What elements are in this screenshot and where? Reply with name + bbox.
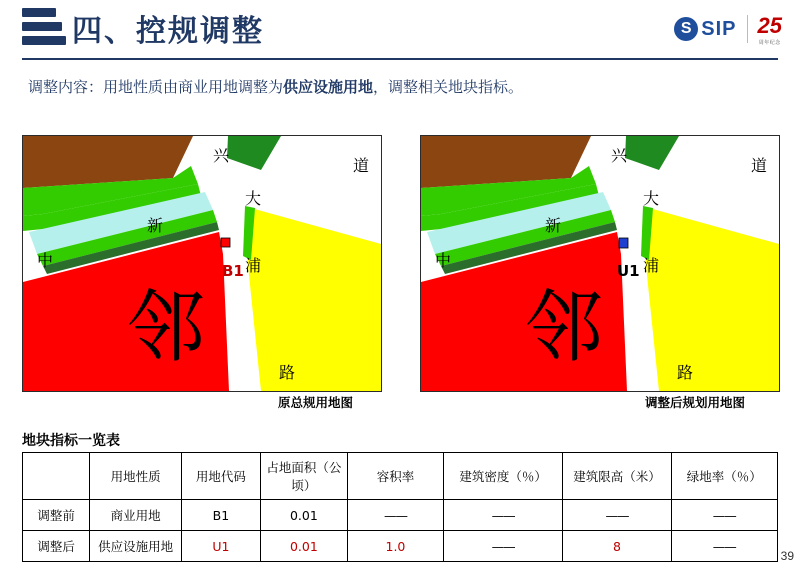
cell-density-before: —— xyxy=(443,500,562,531)
cell-nature-before: 商业用地 xyxy=(90,500,182,531)
table-header-green: 绿地率（％） xyxy=(671,453,777,500)
parcel-index-table xyxy=(22,452,778,562)
map-after-caption: 调整后规划用地图 xyxy=(645,395,746,410)
svg-text:B1: B1 xyxy=(222,262,244,280)
svg-text:邻: 邻 xyxy=(525,283,604,373)
svg-text:路: 路 xyxy=(279,363,296,382)
cell-far-after: 1.0 xyxy=(347,531,443,562)
svg-text:道: 道 xyxy=(751,156,768,175)
svg-text:新: 新 xyxy=(545,216,562,235)
cell-code-after: U1 xyxy=(181,531,260,562)
cell-height-after: 8 xyxy=(563,531,671,562)
table-row xyxy=(23,531,778,562)
cell-area-before: 0.01 xyxy=(260,500,347,531)
table-header-density: 建筑密度（％） xyxy=(443,453,562,500)
map-after xyxy=(420,135,780,392)
sip-logo xyxy=(674,10,782,48)
page-header xyxy=(0,0,800,60)
header-bars-decoration xyxy=(22,8,62,50)
table-header-code: 用地代码 xyxy=(181,453,260,500)
map-before xyxy=(22,135,382,392)
svg-text:浦: 浦 xyxy=(245,256,262,275)
svg-text:U1: U1 xyxy=(617,262,640,280)
svg-text:兴: 兴 xyxy=(213,146,230,165)
svg-text:新: 新 xyxy=(147,216,164,235)
table-row xyxy=(23,500,778,531)
map-before-caption: 原总规用地图 xyxy=(278,395,354,410)
svg-text:中: 中 xyxy=(37,251,54,270)
table-header-height: 建筑限高（米） xyxy=(563,453,671,500)
page-number: 39 xyxy=(780,549,794,563)
cell-height-before: —— xyxy=(563,500,671,531)
svg-text:道: 道 xyxy=(353,156,370,175)
table-header-far: 容积率 xyxy=(347,453,443,500)
cell-area-after: 0.01 xyxy=(260,531,347,562)
table-header-row xyxy=(23,453,778,500)
logo-subtext: 周年纪念 xyxy=(758,39,781,46)
svg-text:大: 大 xyxy=(245,189,262,208)
cell-density-after: —— xyxy=(443,531,562,562)
svg-text:兴: 兴 xyxy=(611,146,628,165)
page-title: 四、控规调整 xyxy=(72,14,264,49)
cell-nature-after: 供应设施用地 xyxy=(90,531,182,562)
table-header-area: 占地面积（公顷） xyxy=(260,453,347,500)
map-before-graphic xyxy=(23,136,381,391)
logo-anniversary: 25 xyxy=(757,12,782,38)
svg-text:路: 路 xyxy=(677,363,694,382)
logo-divider xyxy=(747,15,748,43)
table-header-blank xyxy=(23,453,90,500)
cell-far-before: —— xyxy=(347,500,443,531)
logo-text: SIP xyxy=(701,17,737,40)
cell-code-before: B1 xyxy=(181,500,260,531)
intro-text xyxy=(28,76,768,97)
intro-suffix: ，调整相关地块指标。 xyxy=(373,78,524,96)
table-title: 地块指标一览表 xyxy=(22,433,120,449)
svg-text:大: 大 xyxy=(643,189,660,208)
svg-text:浦: 浦 xyxy=(643,256,660,275)
intro-prefix: 调整内容：用地性质由商业用地调整为 xyxy=(28,78,284,96)
cell-green-after: —— xyxy=(671,531,777,562)
row-label-after: 调整后 xyxy=(23,531,90,562)
svg-text:邻: 邻 xyxy=(127,283,206,373)
cell-green-before: —— xyxy=(671,500,777,531)
logo-mark-icon: S xyxy=(674,17,698,41)
map-after-graphic xyxy=(421,136,779,391)
intro-emphasis: 供应设施用地 xyxy=(283,78,374,96)
header-divider xyxy=(22,58,778,60)
row-label-before: 调整前 xyxy=(23,500,90,531)
table-header-nature: 用地性质 xyxy=(90,453,182,500)
svg-text:中: 中 xyxy=(435,251,452,270)
